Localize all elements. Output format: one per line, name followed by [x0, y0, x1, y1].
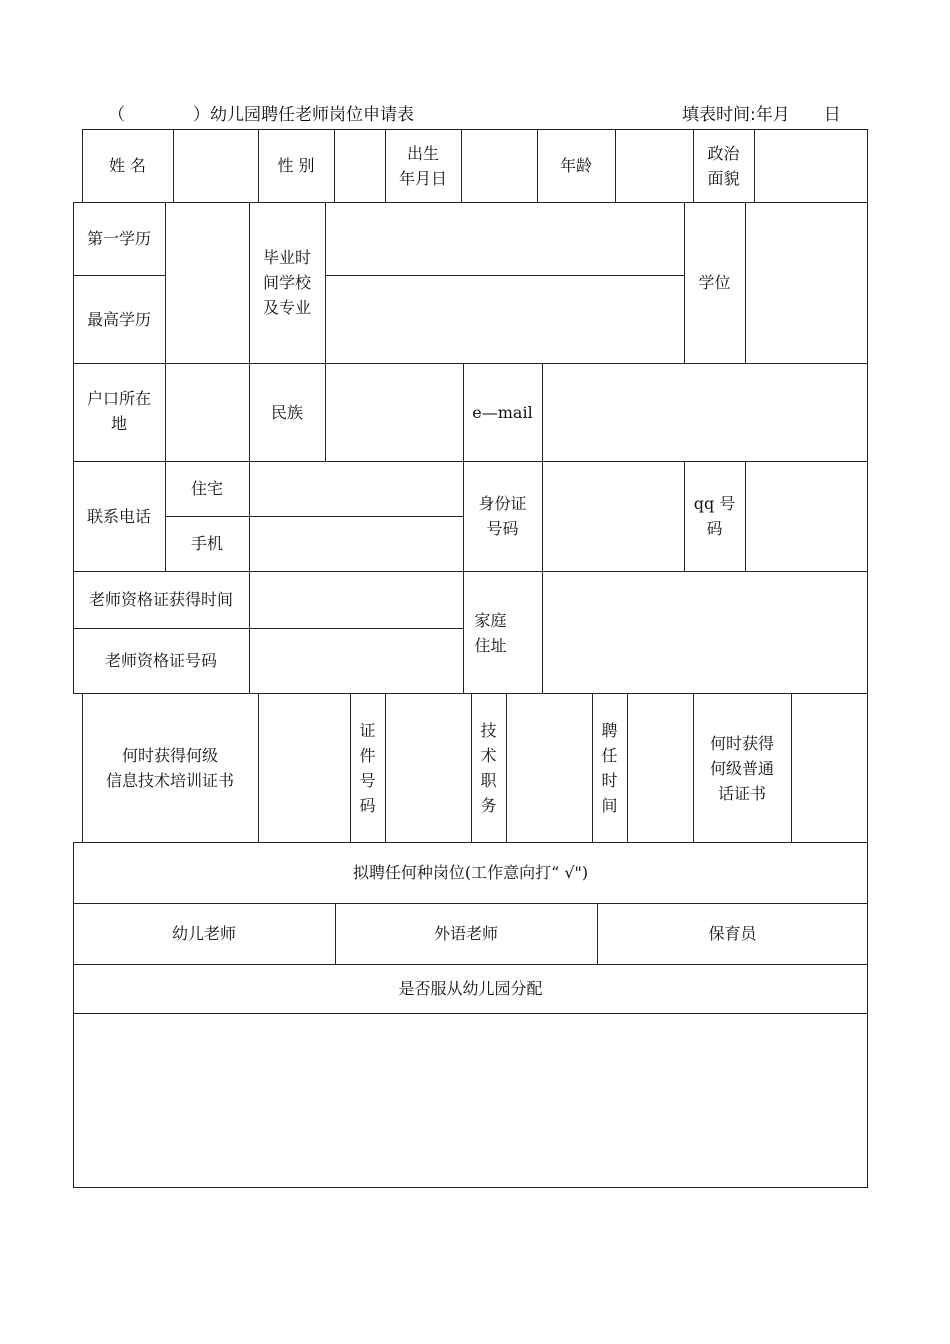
- ethnic-label: 民族: [270, 403, 303, 422]
- cert-time-label: 老师资格证获得时间: [88, 590, 233, 609]
- fill-date-label: 填表时间:年月 日: [682, 105, 841, 125]
- edu-highest-label: 最高学历: [86, 310, 151, 329]
- grad-label-2: 间学校: [262, 273, 311, 292]
- age-label: 年龄: [559, 156, 592, 175]
- mandarin-cert-label-3: 话证书: [717, 784, 766, 803]
- mandarin-cert-label-2: 何级普通: [709, 759, 774, 778]
- hukou-label-1: 户口所在: [86, 389, 151, 408]
- cert-no-label: 老师资格证号码: [104, 651, 217, 670]
- home-phone-label: 住宅: [190, 479, 223, 498]
- hire-time-label: 聘 任 时 间: [601, 721, 618, 815]
- it-cert-label-2: 信息技术培训证书: [105, 771, 234, 790]
- grad-label-3: 及专业: [262, 298, 311, 317]
- it-cert-label-1: 何时获得何级: [121, 746, 218, 765]
- grad-label-1: 毕业时: [262, 248, 311, 267]
- form-title: （ ）幼儿园聘任老师岗位申请表: [108, 105, 414, 125]
- birth-label-1: 出生: [406, 144, 439, 163]
- id-label-1: 身份证: [478, 494, 527, 513]
- qq-label-1: qq 号: [693, 494, 736, 513]
- hukou-label-2: 地: [110, 414, 127, 433]
- position-childcare-worker[interactable]: 保育员: [708, 924, 757, 943]
- political-label-2: 面貌: [707, 169, 740, 188]
- birth-label-2: 年月日: [398, 169, 447, 188]
- obey-assignment-question: 是否服从幼儿园分配: [398, 979, 543, 998]
- qq-label-2: 码: [706, 519, 723, 538]
- tech-title-label: 技 术 职 务: [480, 721, 497, 815]
- position-question: 拟聘任何种岗位(工作意向打“ √"): [352, 863, 589, 882]
- edu-first-label: 第一学历: [86, 229, 151, 248]
- mobile-label: 手机: [190, 534, 223, 553]
- gender-label: 性 别: [277, 156, 315, 175]
- email-label: e—mail: [472, 403, 533, 422]
- id-label-2: 号码: [486, 519, 519, 538]
- position-kindergarten-teacher[interactable]: 幼儿老师: [171, 924, 236, 943]
- phone-label: 联系电话: [86, 507, 151, 526]
- mandarin-cert-label-1: 何时获得: [709, 734, 774, 753]
- cert-id-label: 证 件 号 码: [359, 721, 376, 815]
- address-label-1: 家庭: [474, 611, 507, 630]
- name-label: 姓 名: [108, 156, 147, 175]
- position-foreign-language-teacher[interactable]: 外语老师: [433, 924, 498, 943]
- address-label-2: 住址: [474, 636, 507, 655]
- political-label-1: 政治: [707, 144, 740, 163]
- degree-label: 学位: [698, 273, 731, 292]
